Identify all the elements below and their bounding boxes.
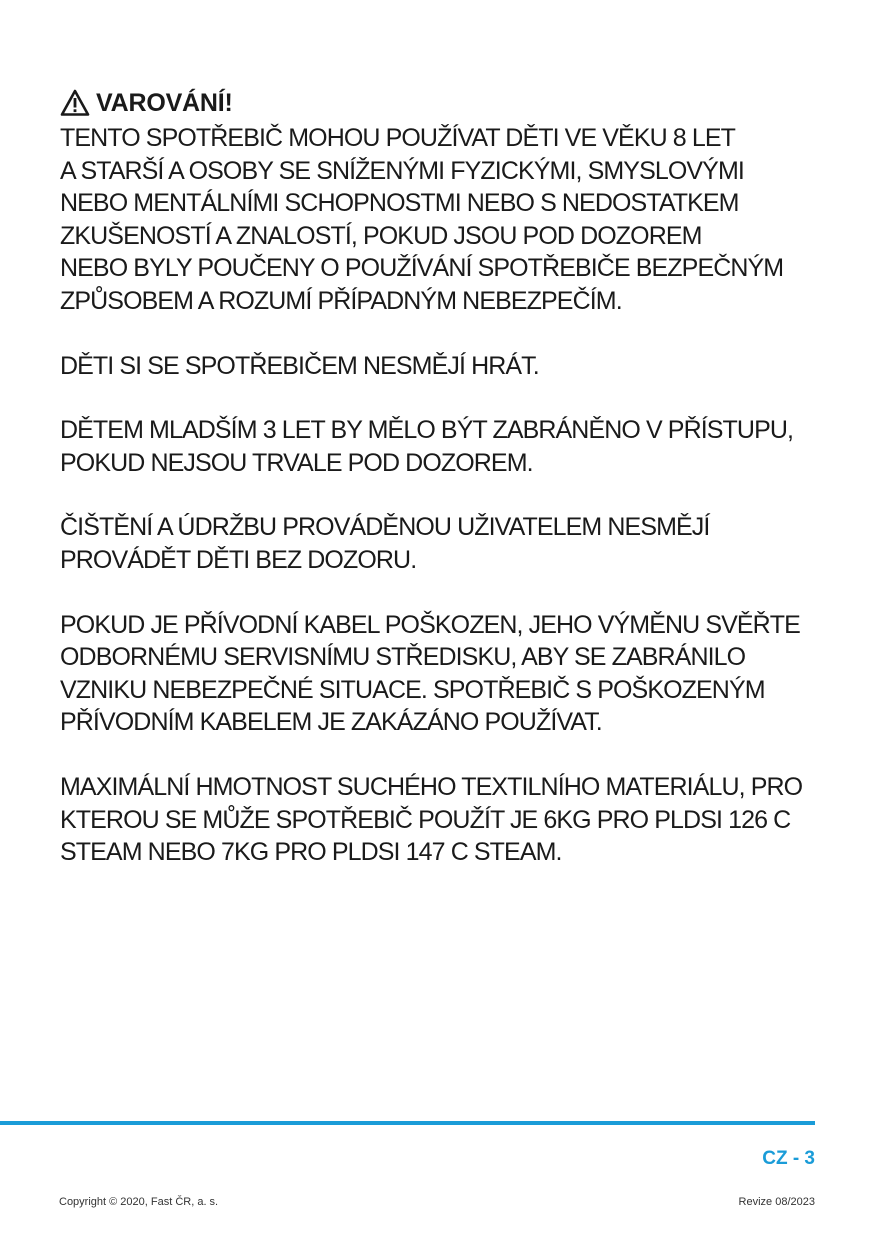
paragraph-line: TENTO SPOTŘEBIČ MOHOU POUŽÍVAT DĚTI VE VĚKU 8 LET <box>60 124 736 152</box>
paragraph-line: POKUD NEJSOU TRVALE POD DOZOREM. <box>60 448 533 477</box>
paragraph-line: POKUD JE PŘÍVODNÍ KABEL POŠKOZEN, JEHO VÝMĚNU SVĚŘTE <box>60 610 800 639</box>
paragraph-line: ZKUŠENOSTÍ A ZNALOSTÍ, POKUD JSOU POD DOZOREM <box>60 221 702 250</box>
copyright-text: Copyright © 2020, Fast ČR, a. s. <box>59 1196 219 1208</box>
document-body <box>60 86 830 901</box>
warning-title: VAROVÁNÍ! <box>96 88 233 117</box>
footer-divider <box>0 1121 815 1125</box>
warning-paragraph <box>60 609 830 739</box>
warning-paragraph <box>60 350 830 383</box>
warning-triangle-icon <box>60 89 90 117</box>
warning-heading <box>60 86 830 120</box>
warning-paragraph <box>60 122 830 318</box>
page-number: CZ - 3 <box>762 1148 815 1169</box>
paragraph-line: DĚTEM MLADŠÍM 3 LET BY MĚLO BÝT ZABRÁNĚNO V PŘÍSTUPU, <box>60 416 794 445</box>
paragraph-line: VZNIKU NEBEZPEČNÉ SITUACE. SPOTŘEBIČ S POŠKOZENÝM <box>60 675 765 704</box>
revision-text: Revize 08/2023 <box>738 1196 815 1208</box>
paragraph-line: MAXIMÁLNÍ HMOTNOST SUCHÉHO TEXTILNÍHO MATERIÁLU, PRO <box>60 772 803 801</box>
warning-paragraphs <box>60 122 830 869</box>
paragraph-line: A STARŠÍ A OSOBY SE SNÍŽENÝMI FYZICKÝMI, SMYSLOVÝMI <box>60 156 744 185</box>
warning-paragraph <box>60 511 830 576</box>
paragraph-line: PŘÍVODNÍM KABELEM JE ZAKÁZÁNO POUŽÍVAT. <box>60 708 602 737</box>
paragraph-line: ZPŮSOBEM A ROZUMÍ PŘÍPADNÝM NEBEZPEČÍM. <box>60 286 622 315</box>
paragraph-line: DĚTI SI SE SPOTŘEBIČEM NESMĚJÍ HRÁT. <box>60 351 539 380</box>
paragraph-line: NEBO BYLY POUČENY O POUŽÍVÁNÍ SPOTŘEBIČE BEZPEČNÝM <box>60 254 784 283</box>
paragraph-line: ČIŠTĚNÍ A ÚDRŽBU PROVÁDĚNOU UŽIVATELEM NESMĚJÍ <box>60 513 710 542</box>
paragraph-line: ODBORNÉMU SERVISNÍMU STŘEDISKU, ABY SE ZABRÁNILO <box>60 643 746 672</box>
paragraph-line: KTEROU SE MŮŽE SPOTŘEBIČ POUŽÍT JE 6KG PRO PLDSI 126 C <box>60 805 791 834</box>
paragraph-line: STEAM NEBO 7KG PRO PLDSI 147 C STEAM. <box>60 838 562 867</box>
paragraph-line: PROVÁDĚT DĚTI BEZ DOZORU. <box>60 545 417 574</box>
warning-paragraph <box>60 414 830 479</box>
warning-paragraph <box>60 771 830 869</box>
paragraph-line: NEBO MENTÁLNÍMI SCHOPNOSTMI NEBO S NEDOSTATKEM <box>60 189 739 218</box>
